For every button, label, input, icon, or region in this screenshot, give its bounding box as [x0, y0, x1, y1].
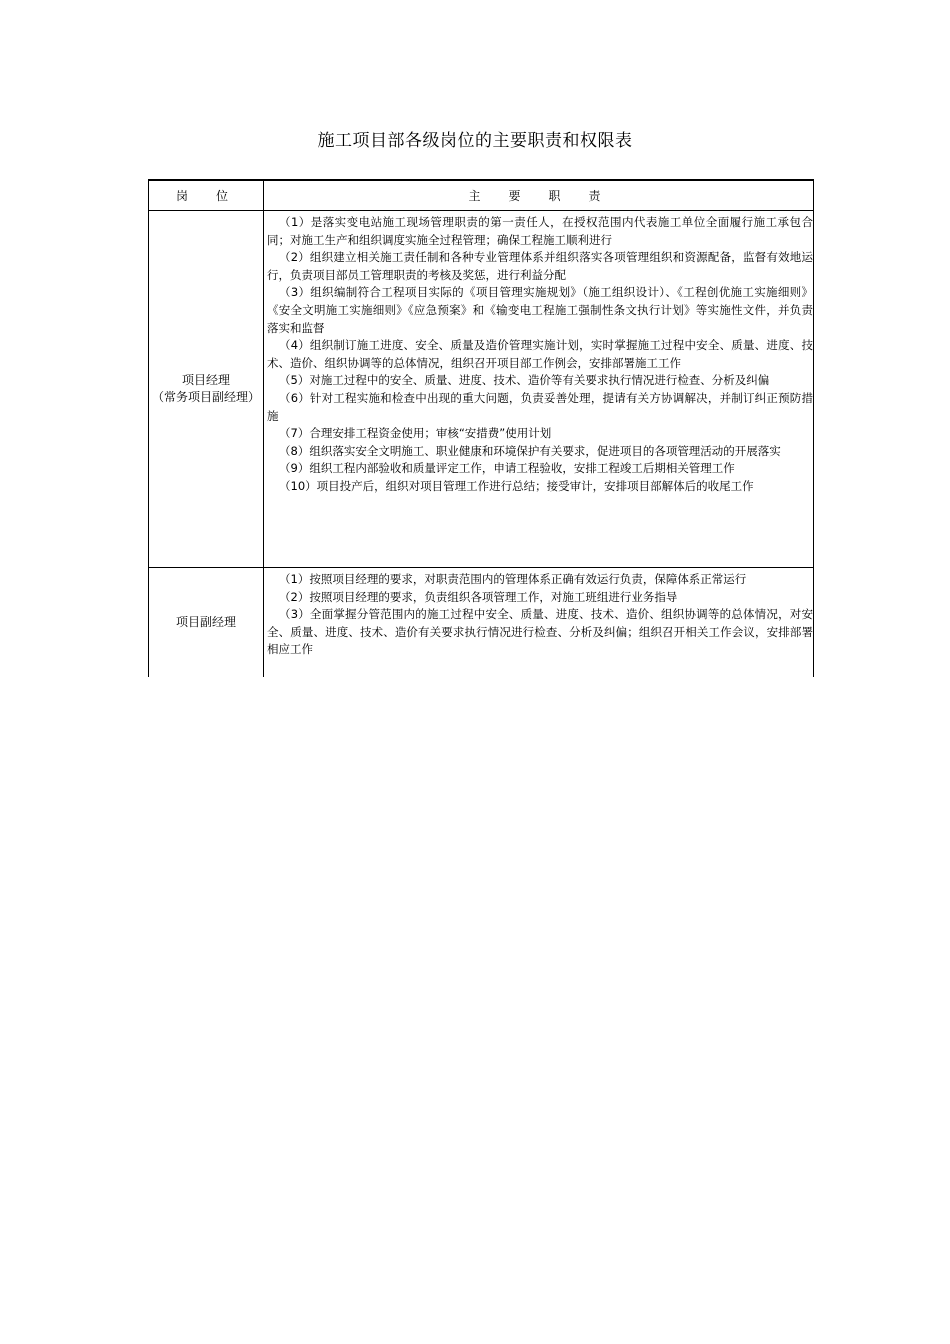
duty-item: （2）按照项目经理的要求，负责组织各项管理工作，对施工班组进行业务指导 — [279, 589, 678, 604]
duty-item: （5）对施工过程中的安全、质量、进度、技术、造价等有关要求执行情况进行检查、分析及纠偏 — [279, 373, 770, 388]
table-header-row — [149, 180, 814, 211]
duties-cell — [264, 211, 814, 568]
post-cell — [149, 211, 264, 568]
duties-cell — [264, 568, 814, 678]
duty-item: （7）合理安排工程资金使用；审核“安措费”使用计划 — [279, 426, 552, 441]
duty-item: （10）项目投产后，组织对项目管理工作进行总结；接受审计，安排项目部解体后的收尾工作 — [279, 478, 754, 493]
duties-table — [148, 179, 814, 677]
duty-item: （3）组织编制符合工程项目实际的《项目管理实施规划》（施工组织设计）、《工程创优施工实施细则》《安全文明施工实施细则》《应急预案》和《输变电工程施工强制性条文执行计划》等实施性文件，并负责落实和监督 — [267, 285, 813, 335]
post-name-note: （常务项目副经理） — [151, 390, 260, 404]
duty-item: （2）组织建立相关施工责任制和各种专业管理体系并组织落实各项管理组织和资源配备，监督有效地运行，负责项目部员工管理职责的考核及奖惩，进行利益分配 — [267, 250, 813, 282]
header-post: 岗 位 — [149, 180, 264, 211]
duty-item: （8）组织落实安全文明施工、职业健康和环境保护有关要求，促进项目的各项管理活动的开展落实 — [279, 443, 781, 458]
duty-item: （4）组织制订施工进度、安全、质量及造价管理实施计划，实时掌握施工过程中安全、质量、进度、技术、造价、组织协调等的总体情况，组织召开项目部工作例会，安排部署施工工作 — [267, 338, 813, 370]
duty-item: （1）按照项目经理的要求，对职责范围内的管理体系正确有效运行负责，保障体系正常运行 — [279, 572, 747, 586]
post-cell — [149, 568, 264, 678]
post-name: 项目经理 — [181, 373, 230, 387]
table-row — [149, 568, 814, 678]
post-name: 项目副经理 — [175, 615, 236, 629]
header-duties: 主 要 职 责 — [264, 180, 814, 211]
duty-item: （3）全面掌握分管范围内的施工过程中安全、质量、进度、技术、造价、组织协调等的总体情况，对安全、质量、进度、技术、造价有关要求执行情况进行检查、分析及纠偏；组织召开相关工作会议，安排部署相应工作 — [267, 607, 813, 657]
duty-item: （9）组织工程内部验收和质量评定工作，申请工程验收，安排工程竣工后期相关管理工作 — [279, 461, 735, 476]
duty-item: （1）是落实变电站施工现场管理职责的第一责任人，在授权范围内代表施工单位全面履行施工承包合同；对施工生产和组织调度实施全过程管理；确保工程施工顺利进行 — [267, 215, 813, 247]
document-title: 施工项目部各级岗位的主要职责和权限表 — [317, 131, 633, 151]
table-row — [149, 211, 814, 568]
duty-item: （6）针对工程实施和检查中出现的重大问题，负责妥善处理，提请有关方协调解决，并制订纠正预防措施 — [267, 390, 813, 423]
